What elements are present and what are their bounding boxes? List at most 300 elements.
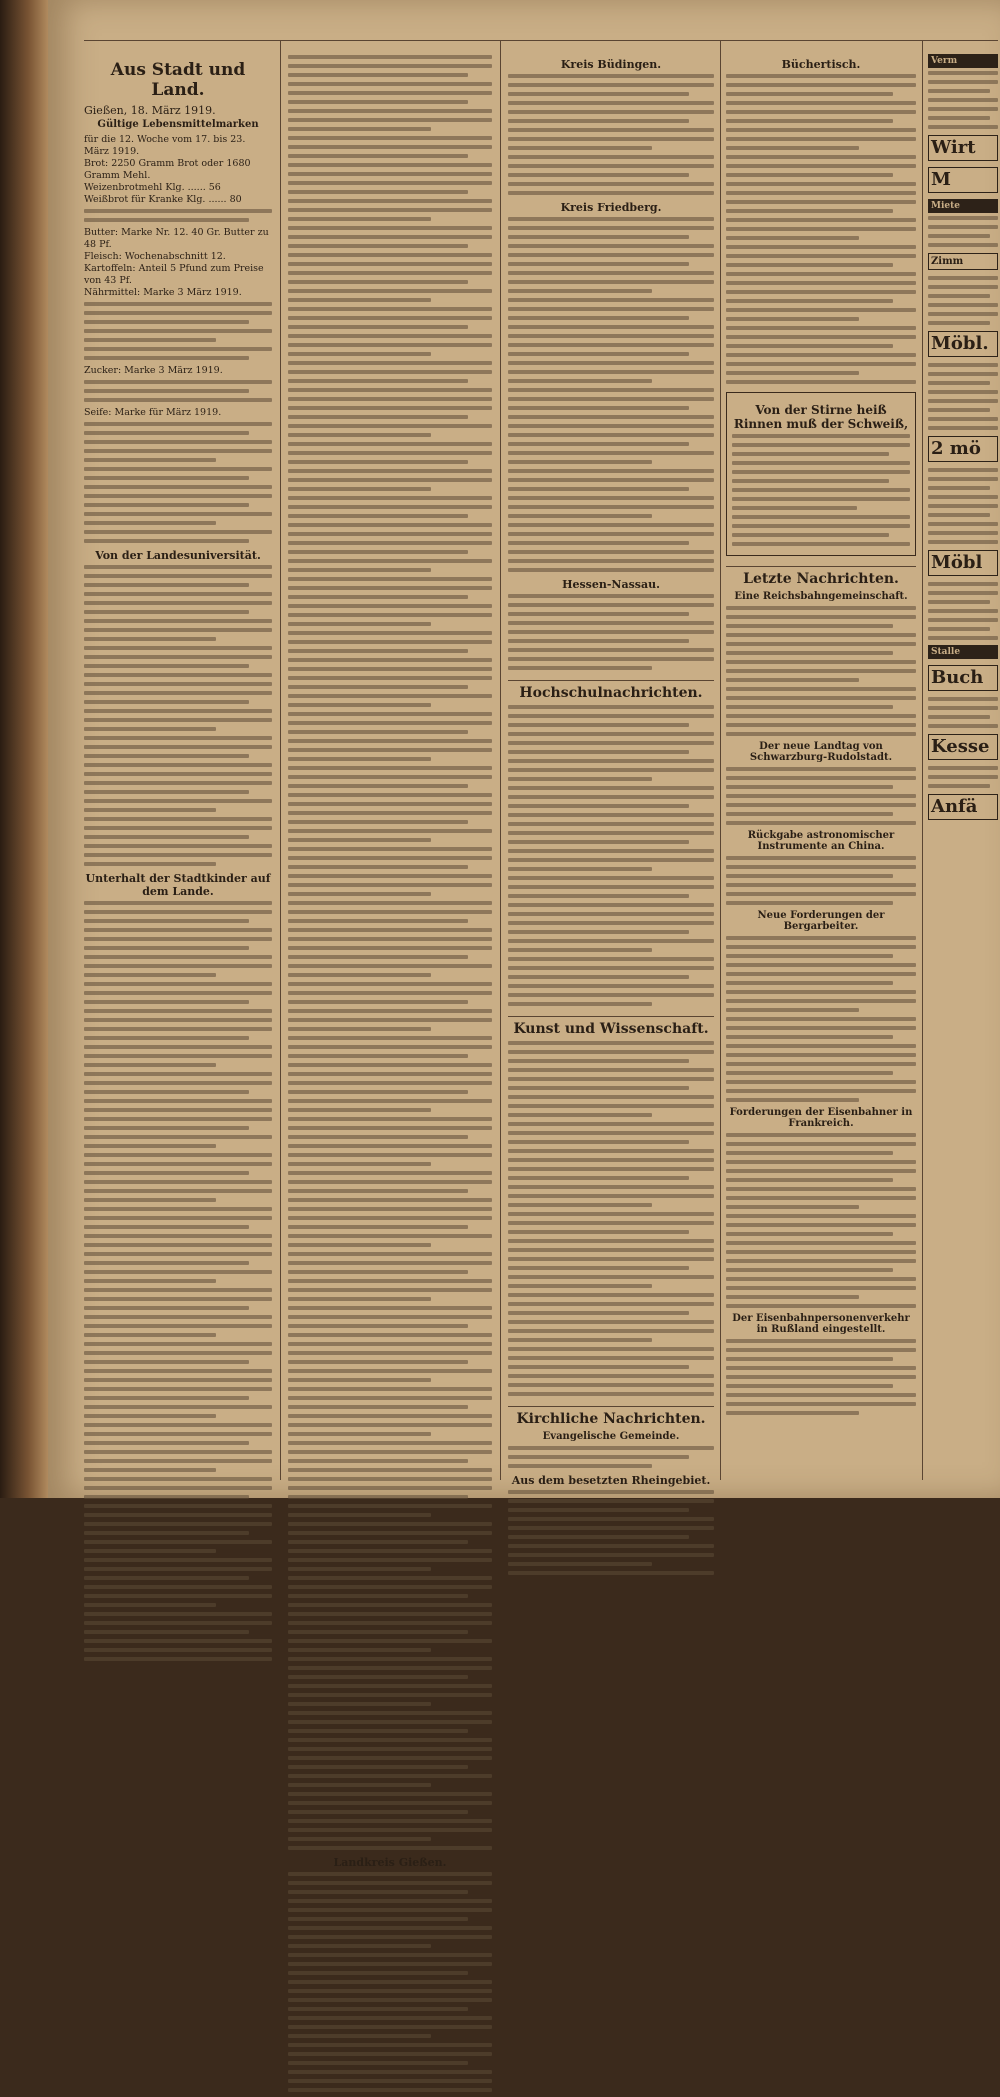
text-line bbox=[84, 398, 272, 402]
text-line bbox=[726, 1160, 916, 1164]
classified-box: Möbl. bbox=[928, 331, 998, 357]
text-line bbox=[84, 964, 272, 968]
text-line bbox=[288, 424, 492, 428]
text-line bbox=[84, 338, 216, 342]
text-line bbox=[726, 263, 893, 267]
column-4 bbox=[726, 52, 916, 1420]
text-line bbox=[928, 116, 990, 120]
text-line bbox=[84, 1621, 272, 1625]
text-line bbox=[288, 1423, 492, 1427]
text-line bbox=[508, 1167, 714, 1171]
text-line bbox=[508, 984, 714, 988]
text-line bbox=[928, 312, 998, 316]
section-heading: Letzte Nachrichten. bbox=[726, 566, 916, 587]
article-body bbox=[508, 74, 714, 195]
text-line bbox=[84, 302, 272, 306]
classified-box: Wirt bbox=[928, 135, 998, 161]
text-line bbox=[726, 344, 893, 348]
text-line bbox=[508, 1275, 714, 1279]
text-line bbox=[288, 1765, 468, 1769]
text-line bbox=[84, 1243, 272, 1247]
text-line bbox=[288, 1531, 492, 1535]
text-line bbox=[84, 1072, 272, 1076]
text-line bbox=[84, 218, 249, 222]
text-line bbox=[84, 736, 272, 740]
text-line bbox=[508, 795, 714, 799]
text-line bbox=[508, 1365, 689, 1369]
text-line bbox=[508, 191, 714, 195]
text-line bbox=[288, 1540, 468, 1544]
subheading: Gültige Lebensmittelmarken bbox=[97, 119, 259, 130]
text-line bbox=[508, 532, 714, 536]
text-line bbox=[288, 730, 468, 734]
text-line bbox=[928, 600, 990, 604]
article-body bbox=[726, 606, 916, 736]
text-line bbox=[288, 1675, 468, 1679]
text-line bbox=[726, 164, 916, 168]
text-line bbox=[928, 294, 990, 298]
column-1 bbox=[84, 52, 272, 1666]
text-line bbox=[928, 609, 998, 613]
text-line bbox=[288, 73, 468, 77]
ration-row: Weißbrot für Kranke Klg. ...... 80 bbox=[84, 194, 242, 205]
text-line bbox=[928, 591, 998, 595]
text-line bbox=[726, 642, 916, 646]
text-line bbox=[726, 362, 916, 366]
text-line bbox=[732, 488, 910, 492]
text-line bbox=[84, 1324, 272, 1328]
text-line bbox=[726, 1277, 916, 1281]
text-line bbox=[288, 2052, 492, 2056]
text-line bbox=[288, 928, 492, 932]
text-line bbox=[84, 1495, 249, 1499]
text-line bbox=[288, 1270, 468, 1274]
text-line bbox=[288, 1018, 492, 1022]
text-line bbox=[288, 1684, 492, 1688]
text-line bbox=[726, 865, 916, 869]
text-line bbox=[726, 687, 916, 691]
text-line bbox=[732, 452, 889, 456]
text-line bbox=[928, 417, 998, 421]
text-line bbox=[508, 110, 714, 114]
text-line bbox=[732, 515, 910, 519]
text-line bbox=[288, 496, 492, 500]
text-line bbox=[288, 1648, 431, 1652]
text-line bbox=[288, 109, 492, 113]
text-line bbox=[508, 559, 714, 563]
text-line bbox=[726, 1268, 893, 1272]
text-line bbox=[508, 1122, 714, 1126]
subheading: Forderungen der Eisenbahner in Frankreich. bbox=[729, 1107, 913, 1129]
text-line bbox=[928, 399, 998, 403]
text-line bbox=[84, 991, 272, 995]
text-line bbox=[288, 1243, 431, 1247]
text-line bbox=[288, 1369, 492, 1373]
text-line bbox=[726, 1384, 893, 1388]
text-line bbox=[726, 633, 916, 637]
text-line bbox=[726, 326, 916, 330]
text-line bbox=[726, 200, 916, 204]
text-line bbox=[508, 975, 689, 979]
text-line bbox=[84, 1378, 272, 1382]
text-line bbox=[288, 271, 492, 275]
text-line bbox=[288, 334, 492, 338]
text-line bbox=[288, 685, 468, 689]
text-line bbox=[508, 957, 714, 961]
text-line bbox=[732, 470, 910, 474]
column-rule bbox=[280, 40, 281, 1480]
article-heading: Landkreis Gießen. bbox=[333, 1856, 447, 1869]
text-line bbox=[288, 1090, 468, 1094]
text-line bbox=[508, 705, 714, 709]
text-line bbox=[288, 2079, 492, 2083]
text-line bbox=[288, 622, 431, 626]
text-line bbox=[508, 1535, 689, 1539]
text-line bbox=[928, 426, 998, 430]
text-line bbox=[508, 119, 689, 123]
text-line bbox=[726, 1035, 893, 1039]
text-line bbox=[288, 244, 468, 248]
text-line bbox=[288, 1135, 468, 1139]
ration-row: Weizenbrotmehl Klg. ...... 56 bbox=[84, 182, 221, 193]
text-line bbox=[288, 1908, 492, 1912]
text-line bbox=[288, 1899, 492, 1903]
article-body bbox=[726, 74, 916, 384]
text-line bbox=[508, 1392, 714, 1396]
article-body bbox=[726, 856, 916, 905]
text-line bbox=[288, 118, 492, 122]
text-line bbox=[288, 1971, 468, 1975]
text-line bbox=[508, 451, 714, 455]
text-line bbox=[84, 901, 272, 905]
text-line bbox=[928, 89, 990, 93]
text-line bbox=[288, 1216, 492, 1220]
text-line bbox=[928, 513, 990, 517]
article-body bbox=[84, 422, 272, 543]
text-line bbox=[288, 1576, 492, 1580]
text-line bbox=[726, 101, 916, 105]
text-line bbox=[84, 1036, 249, 1040]
text-line bbox=[726, 74, 916, 78]
text-line bbox=[726, 1151, 893, 1155]
advertisement-box bbox=[726, 392, 916, 556]
text-line bbox=[84, 521, 216, 525]
text-line bbox=[288, 55, 492, 59]
text-line bbox=[732, 443, 910, 447]
text-line bbox=[288, 1252, 492, 1256]
text-line bbox=[288, 253, 492, 257]
text-line bbox=[288, 1288, 492, 1292]
text-line bbox=[928, 71, 998, 75]
text-line bbox=[288, 946, 492, 950]
text-line bbox=[726, 776, 916, 780]
text-line bbox=[928, 80, 998, 84]
text-line bbox=[288, 64, 492, 68]
text-line bbox=[508, 361, 714, 365]
text-line bbox=[726, 954, 893, 958]
text-line bbox=[288, 1441, 492, 1445]
text-line bbox=[508, 1446, 714, 1450]
text-line bbox=[726, 1178, 893, 1182]
text-line bbox=[726, 901, 893, 905]
text-line bbox=[84, 1549, 216, 1553]
text-line bbox=[288, 1063, 492, 1067]
text-line bbox=[288, 1729, 468, 1733]
text-line bbox=[508, 1553, 714, 1557]
text-line bbox=[508, 750, 689, 754]
text-line bbox=[726, 696, 916, 700]
text-line bbox=[84, 494, 272, 498]
text-line bbox=[508, 1320, 714, 1324]
text-line bbox=[928, 234, 990, 238]
text-line bbox=[508, 966, 714, 970]
text-line bbox=[84, 853, 272, 857]
text-line bbox=[288, 1180, 492, 1184]
text-line bbox=[84, 209, 272, 213]
text-line bbox=[726, 999, 916, 1003]
text-line bbox=[84, 1099, 272, 1103]
article-body bbox=[928, 697, 998, 728]
text-line bbox=[288, 199, 492, 203]
text-line bbox=[508, 262, 689, 266]
article-body bbox=[928, 468, 998, 544]
text-line bbox=[928, 243, 998, 247]
text-line bbox=[508, 406, 689, 410]
text-line bbox=[84, 1396, 249, 1400]
text-line bbox=[288, 703, 431, 707]
text-line bbox=[508, 759, 714, 763]
text-line bbox=[84, 485, 272, 489]
ration-row: Zucker: Marke 3 März 1919. bbox=[84, 365, 223, 376]
text-line bbox=[84, 1009, 272, 1013]
text-line bbox=[84, 431, 249, 435]
text-line bbox=[726, 380, 916, 384]
text-line bbox=[84, 1603, 216, 1607]
text-line bbox=[84, 1414, 216, 1418]
text-line bbox=[288, 388, 492, 392]
text-line bbox=[508, 612, 689, 616]
text-line bbox=[508, 514, 652, 518]
text-line bbox=[928, 486, 990, 490]
text-line bbox=[508, 741, 714, 745]
text-line bbox=[84, 440, 272, 444]
text-line bbox=[84, 1288, 272, 1292]
text-line bbox=[288, 1567, 431, 1571]
text-line bbox=[84, 1612, 272, 1616]
text-line bbox=[288, 1162, 431, 1166]
article-body bbox=[508, 1490, 714, 1575]
text-line bbox=[288, 1342, 492, 1346]
top-rule bbox=[84, 40, 998, 41]
text-line bbox=[508, 146, 652, 150]
text-line bbox=[508, 128, 714, 132]
text-line bbox=[508, 840, 689, 844]
text-line bbox=[508, 1338, 652, 1342]
text-line bbox=[288, 1486, 492, 1490]
text-line bbox=[288, 1666, 492, 1670]
text-line bbox=[726, 155, 916, 159]
text-line bbox=[84, 329, 272, 333]
classified-box: Buch bbox=[928, 665, 998, 691]
text-line bbox=[726, 1026, 916, 1030]
text-line bbox=[84, 1198, 216, 1202]
text-line bbox=[288, 397, 492, 401]
classified-box: 2 mö bbox=[928, 436, 998, 462]
text-line bbox=[508, 867, 652, 871]
text-line bbox=[288, 1108, 431, 1112]
text-line bbox=[508, 217, 714, 221]
text-line bbox=[288, 1513, 431, 1517]
text-line bbox=[288, 2070, 492, 2074]
text-line bbox=[84, 1477, 272, 1481]
text-line bbox=[726, 1259, 916, 1263]
text-line bbox=[84, 1189, 272, 1193]
text-line bbox=[288, 631, 492, 635]
text-line bbox=[288, 613, 492, 617]
text-line bbox=[928, 477, 998, 481]
article-body bbox=[928, 766, 998, 788]
text-line bbox=[288, 100, 468, 104]
text-line bbox=[84, 1333, 216, 1337]
text-line bbox=[726, 660, 916, 664]
text-line bbox=[928, 784, 990, 788]
text-line bbox=[288, 1603, 492, 1607]
text-line bbox=[508, 822, 714, 826]
text-line bbox=[508, 1041, 714, 1045]
text-line bbox=[84, 718, 272, 722]
text-line bbox=[288, 217, 431, 221]
text-line bbox=[288, 955, 468, 959]
text-line bbox=[84, 1486, 272, 1490]
text-line bbox=[84, 1468, 216, 1472]
text-line bbox=[726, 1339, 916, 1343]
text-line bbox=[84, 691, 272, 695]
text-line bbox=[288, 748, 492, 752]
text-line bbox=[288, 568, 431, 572]
text-line bbox=[508, 460, 652, 464]
text-line bbox=[84, 1351, 272, 1355]
text-line bbox=[726, 945, 916, 949]
text-line bbox=[508, 442, 689, 446]
text-line bbox=[288, 739, 492, 743]
text-line bbox=[288, 1405, 468, 1409]
text-line bbox=[84, 1117, 272, 1121]
text-line bbox=[288, 829, 492, 833]
classified-box: Kesse bbox=[928, 734, 998, 760]
text-line bbox=[928, 98, 998, 102]
text-line bbox=[508, 397, 714, 401]
text-line bbox=[288, 478, 492, 482]
text-line bbox=[508, 621, 714, 625]
text-line bbox=[726, 191, 916, 195]
text-line bbox=[508, 388, 714, 392]
text-line bbox=[288, 532, 492, 536]
text-line bbox=[508, 786, 714, 790]
text-line bbox=[928, 582, 998, 586]
column-rule bbox=[720, 40, 721, 1480]
text-line bbox=[288, 775, 492, 779]
text-line bbox=[288, 127, 431, 131]
text-line bbox=[508, 921, 714, 925]
text-line bbox=[508, 1086, 689, 1090]
text-line bbox=[288, 892, 431, 896]
text-line bbox=[84, 1063, 216, 1067]
text-line bbox=[288, 1207, 492, 1211]
text-line bbox=[288, 442, 492, 446]
text-line bbox=[288, 1630, 468, 1634]
text-line bbox=[84, 1045, 272, 1049]
article-body bbox=[726, 936, 916, 1102]
text-line bbox=[726, 119, 893, 123]
text-line bbox=[288, 1881, 492, 1885]
article-heading: Unterhalt der Stadtkinder auf dem Lande. bbox=[85, 872, 271, 898]
text-line bbox=[288, 1720, 492, 1724]
text-line bbox=[288, 1477, 492, 1481]
text-line bbox=[726, 821, 916, 825]
text-line bbox=[288, 1234, 492, 1238]
text-line bbox=[84, 844, 272, 848]
text-line bbox=[508, 415, 714, 419]
text-line bbox=[288, 1189, 468, 1193]
text-line bbox=[726, 1187, 916, 1191]
text-line bbox=[508, 1203, 652, 1207]
text-line bbox=[928, 697, 998, 701]
text-line bbox=[508, 1517, 714, 1521]
text-line bbox=[508, 1257, 714, 1261]
text-line bbox=[288, 1225, 468, 1229]
text-line bbox=[288, 1432, 431, 1436]
text-line bbox=[508, 137, 714, 141]
text-line bbox=[726, 1375, 916, 1379]
text-line bbox=[726, 1286, 916, 1290]
text-line bbox=[288, 460, 468, 464]
text-line bbox=[84, 1423, 272, 1427]
text-line bbox=[508, 1293, 714, 1297]
text-line bbox=[726, 767, 916, 771]
text-line bbox=[288, 1801, 492, 1805]
text-line bbox=[84, 826, 272, 830]
text-line bbox=[84, 1531, 249, 1535]
text-line bbox=[508, 244, 714, 248]
text-line bbox=[288, 757, 431, 761]
text-line bbox=[508, 630, 714, 634]
column-2 bbox=[288, 52, 492, 2097]
text-line bbox=[288, 919, 468, 923]
text-line bbox=[732, 524, 910, 528]
text-line bbox=[288, 1279, 492, 1283]
text-line bbox=[726, 785, 893, 789]
text-line bbox=[288, 2043, 492, 2047]
article-body bbox=[84, 380, 272, 402]
text-line bbox=[928, 540, 998, 544]
text-line bbox=[508, 768, 714, 772]
text-line bbox=[84, 574, 272, 578]
text-line bbox=[84, 973, 216, 977]
text-line bbox=[288, 1126, 492, 1130]
text-line bbox=[928, 285, 998, 289]
text-line bbox=[508, 173, 689, 177]
text-line bbox=[508, 1266, 689, 1270]
article-body bbox=[726, 767, 916, 825]
text-line bbox=[288, 793, 492, 797]
ration-row: Seife: Marke für März 1919. bbox=[84, 407, 222, 418]
text-line bbox=[508, 271, 714, 275]
text-line bbox=[508, 732, 714, 736]
text-line bbox=[288, 1045, 492, 1049]
text-line bbox=[288, 1792, 492, 1796]
text-line bbox=[288, 1639, 492, 1643]
text-line bbox=[726, 353, 916, 357]
